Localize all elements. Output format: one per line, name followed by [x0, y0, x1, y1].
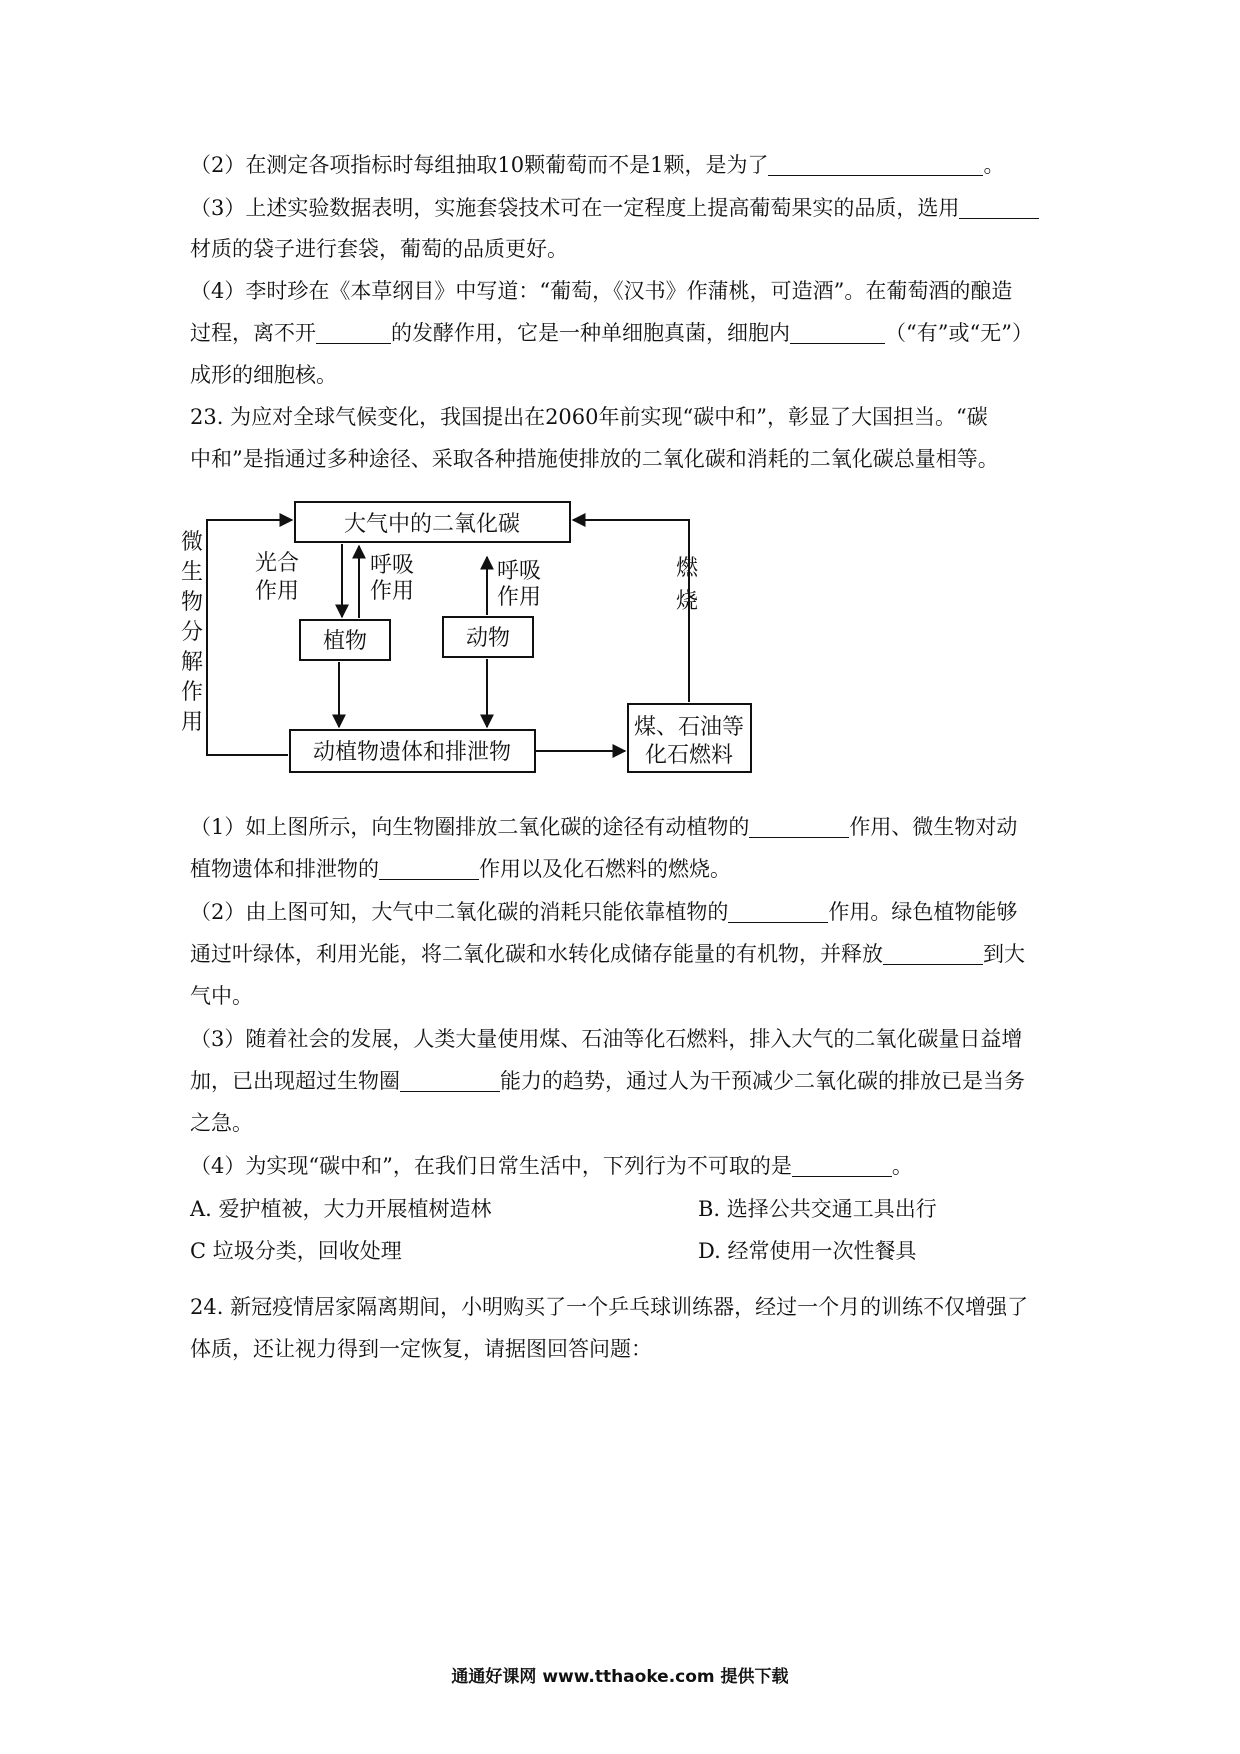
option-d[interactable]: D. 经常使用一次性餐具: [698, 1239, 917, 1263]
photosynthesis-label-2: 作用: [255, 579, 300, 604]
page-footer: 通通好课网 www.tthaoke.com 提供下载: [451, 1667, 789, 1687]
fossil-fuel-label-2: 化石燃料: [644, 743, 734, 768]
atmosphere-label: 大气中的二氧化碳: [343, 512, 521, 537]
answer-blank[interactable]: [379, 857, 479, 880]
q22-part2: （2）在测定各项指标时每组抽取10颗葡萄而不是1颗，是为了 。: [190, 153, 1005, 177]
plants-label: 植物: [322, 629, 368, 654]
answer-blank[interactable]: [749, 815, 849, 838]
microbe-label: 分: [180, 620, 204, 645]
answer-blank[interactable]: [400, 1069, 500, 1092]
combustion-label-2: 烧: [675, 589, 699, 614]
remains-label: 动植物遗体和排泄物: [312, 740, 512, 765]
microbe-label: 解: [180, 650, 204, 675]
microbe-label: 生: [180, 560, 204, 585]
q22-part3: （3）上述实验数据表明，实施套袋技术可在一定程度上提高葡萄果实的品质，选用: [190, 193, 1070, 223]
photosynthesis-label: 光合: [255, 551, 300, 576]
q24-intro-cont: 体质，还让视力得到一定恢复，请据图回答问题：: [190, 1337, 652, 1361]
animals-label: 动物: [465, 626, 511, 651]
carbon-cycle-diagram: [180, 497, 765, 797]
microbe-label: 作: [180, 680, 204, 705]
option-a[interactable]: A. 爱护植被，大力开展植树造林: [190, 1197, 492, 1221]
q23-sub1-cont: 植物遗体和排泄物的 作用以及化石燃料的燃烧。: [190, 857, 731, 881]
animal-respiration-label-2: 作用: [497, 585, 542, 610]
q23-sub2: （2）由上图可知，大气中二氧化碳的消耗只能依靠植物的 作用。绿色植物能够: [190, 900, 1018, 924]
q23-intro-cont: 中和”是指通过多种途径、采取各种措施使排放的二氧化碳和消耗的二氧化碳总量相等。: [190, 447, 999, 471]
q23-sub3: （3）随着社会的发展，人类大量使用煤、石油等化石燃料，排入大气的二氧化碳量日益增: [190, 1027, 1023, 1051]
answer-blank[interactable]: [768, 153, 983, 176]
answer-blank[interactable]: [790, 321, 885, 344]
q23-sub4: （4）为实现“碳中和”，在我们日常生活中，下列行为不可取的是 。: [190, 1154, 913, 1178]
q24-intro: 24. 新冠疫情居家隔离期间，小明购买了一个乒乓球训练器，经过一个月的训练不仅增强了: [190, 1295, 1029, 1319]
respiration-label: 呼吸: [370, 553, 415, 578]
q22-part3-cont: 材质的袋子进行套袋，葡萄的品质更好。: [190, 237, 568, 261]
answer-blank[interactable]: [959, 196, 1039, 219]
answer-blank[interactable]: [883, 942, 983, 965]
q23-sub3-cont: 加，已出现超过生物圈 能力的趋势，通过人为干预减少二氧化碳的排放已是当务: [190, 1069, 1025, 1093]
answer-blank[interactable]: [316, 321, 391, 344]
q23-sub2-end: 气中。: [190, 984, 253, 1008]
q23-sub1: （1）如上图所示，向生物圈排放二氧化碳的途径有动植物的 作用、微生物对动: [190, 815, 1018, 839]
q23-sub2-cont: 通过叶绿体，利用光能，将二氧化碳和水转化成储存能量的有机物，并释放 到大: [190, 942, 1025, 966]
option-b[interactable]: B. 选择公共交通工具出行: [698, 1197, 937, 1221]
answer-blank[interactable]: [792, 1154, 892, 1177]
q23-intro: 23. 为应对全球气候变化，我国提出在2060年前实现“碳中和”，彰显了大国担当。“碳: [190, 405, 988, 429]
fossil-fuel-label: 煤、石油等: [633, 715, 745, 740]
combustion-label: 燃: [675, 556, 699, 581]
microbe-label: 微: [180, 530, 204, 555]
q22-part4-cont: 过程，离不开 的发酵作用，它是一种单细胞真菌，细胞内 （“有”或“无”）: [190, 321, 1033, 345]
animal-respiration-label: 呼吸: [497, 559, 542, 584]
option-c[interactable]: C 垃圾分类，回收处理: [190, 1239, 402, 1263]
microbe-label: 物: [180, 590, 204, 615]
combustion-arrow: [573, 520, 689, 702]
microbe-label: 用: [180, 710, 204, 735]
q23-sub3-end: 之急。: [190, 1111, 253, 1135]
respiration-label-2: 作用: [370, 579, 415, 604]
q22-part4: （4）李时珍在《本草纲目》中写道：“葡萄，《汉书》作蒲桃，可造酒”。在葡萄酒的酿造: [190, 279, 1013, 303]
q22-part4-end: 成形的细胞核。: [190, 363, 337, 387]
answer-blank[interactable]: [728, 900, 828, 923]
